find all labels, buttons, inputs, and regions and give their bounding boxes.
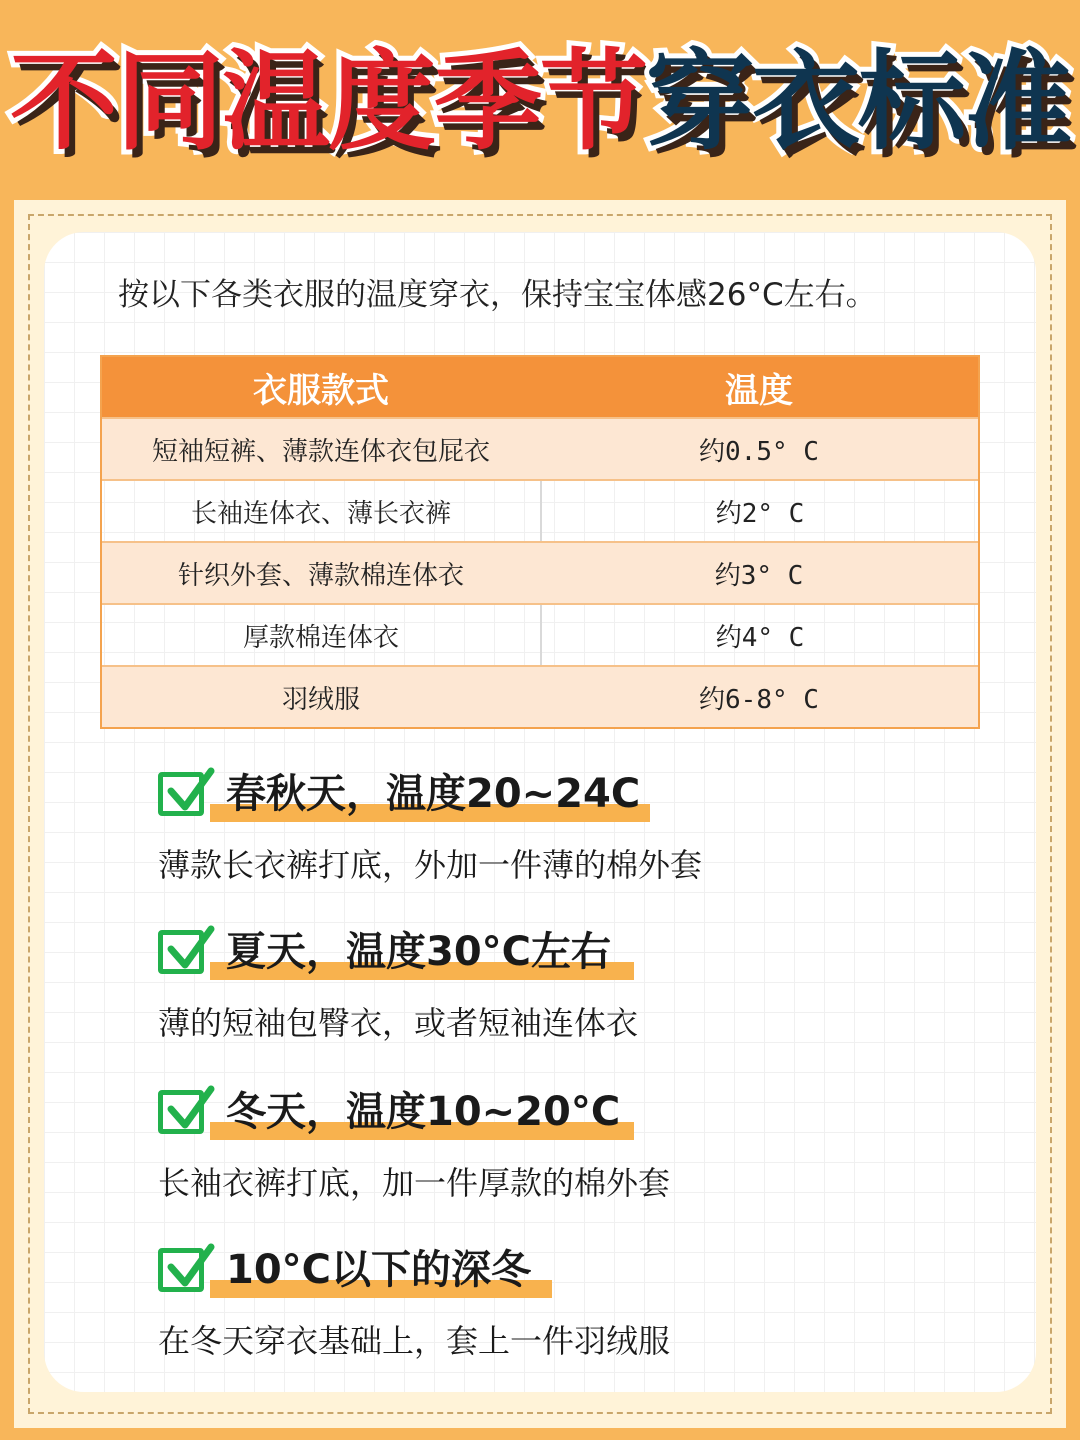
table-row [102, 417, 978, 479]
season-description: 薄的短袖包臀衣，或者短袖连体衣 [158, 1004, 639, 1042]
cell-temp: 约6-8° C [699, 684, 819, 715]
cell-temp: 约3° C [714, 560, 804, 591]
header-clothing: 衣服款式 [253, 370, 389, 411]
cell-temp: 约0.5° C [699, 436, 819, 467]
season-description: 薄款长衣裤打底，外加一件薄的棉外套 [158, 846, 703, 884]
title-red-part: 不同温度季节 [9, 40, 646, 165]
table-row [102, 479, 978, 541]
season-item-spring-autumn [158, 766, 998, 890]
cell-clothing: 厚款棉连体衣 [102, 605, 542, 665]
season-item-winter [158, 1084, 998, 1208]
season-heading: 10°C以下的深冬 [226, 1247, 532, 1293]
intro-text: 按以下各类衣服的温度穿衣，保持宝宝体感26°C左右。 [118, 277, 877, 313]
cell-clothing: 短袖短裤、薄款连体衣包屁衣 [151, 436, 490, 467]
season-description: 长袖衣裤打底，加一件厚款的棉外套 [158, 1164, 671, 1202]
header-temp: 温度 [725, 370, 793, 411]
cell-clothing: 针织外套、薄款棉连体衣 [177, 560, 464, 591]
season-item-summer [158, 924, 998, 1048]
table-row [102, 541, 978, 603]
table-row [102, 603, 978, 665]
season-heading: 春秋天，温度20~24C [226, 771, 641, 817]
cell-clothing: 长袖连体衣、薄长衣裤 [102, 481, 542, 541]
page-title [0, 38, 1080, 168]
checkbox-check-icon [158, 930, 204, 974]
clothing-temp-table [100, 355, 980, 729]
table-header [102, 357, 978, 417]
cell-temp: 约4° C [715, 622, 805, 653]
table-row [102, 665, 978, 727]
checkbox-check-icon [158, 1248, 204, 1292]
season-description: 在冬天穿衣基础上，套上一件羽绒服 [158, 1322, 671, 1360]
season-heading: 冬天，温度10~20°C [226, 1089, 621, 1135]
season-item-deep-winter [158, 1242, 998, 1366]
season-heading: 夏天，温度30°C左右 [226, 929, 612, 975]
checkbox-check-icon [158, 1090, 204, 1134]
cell-clothing: 羽绒服 [281, 684, 360, 715]
title-navy-part: 穿衣标准 [646, 40, 1071, 165]
cell-temp: 约2° C [715, 498, 805, 529]
checkbox-check-icon [158, 772, 204, 816]
